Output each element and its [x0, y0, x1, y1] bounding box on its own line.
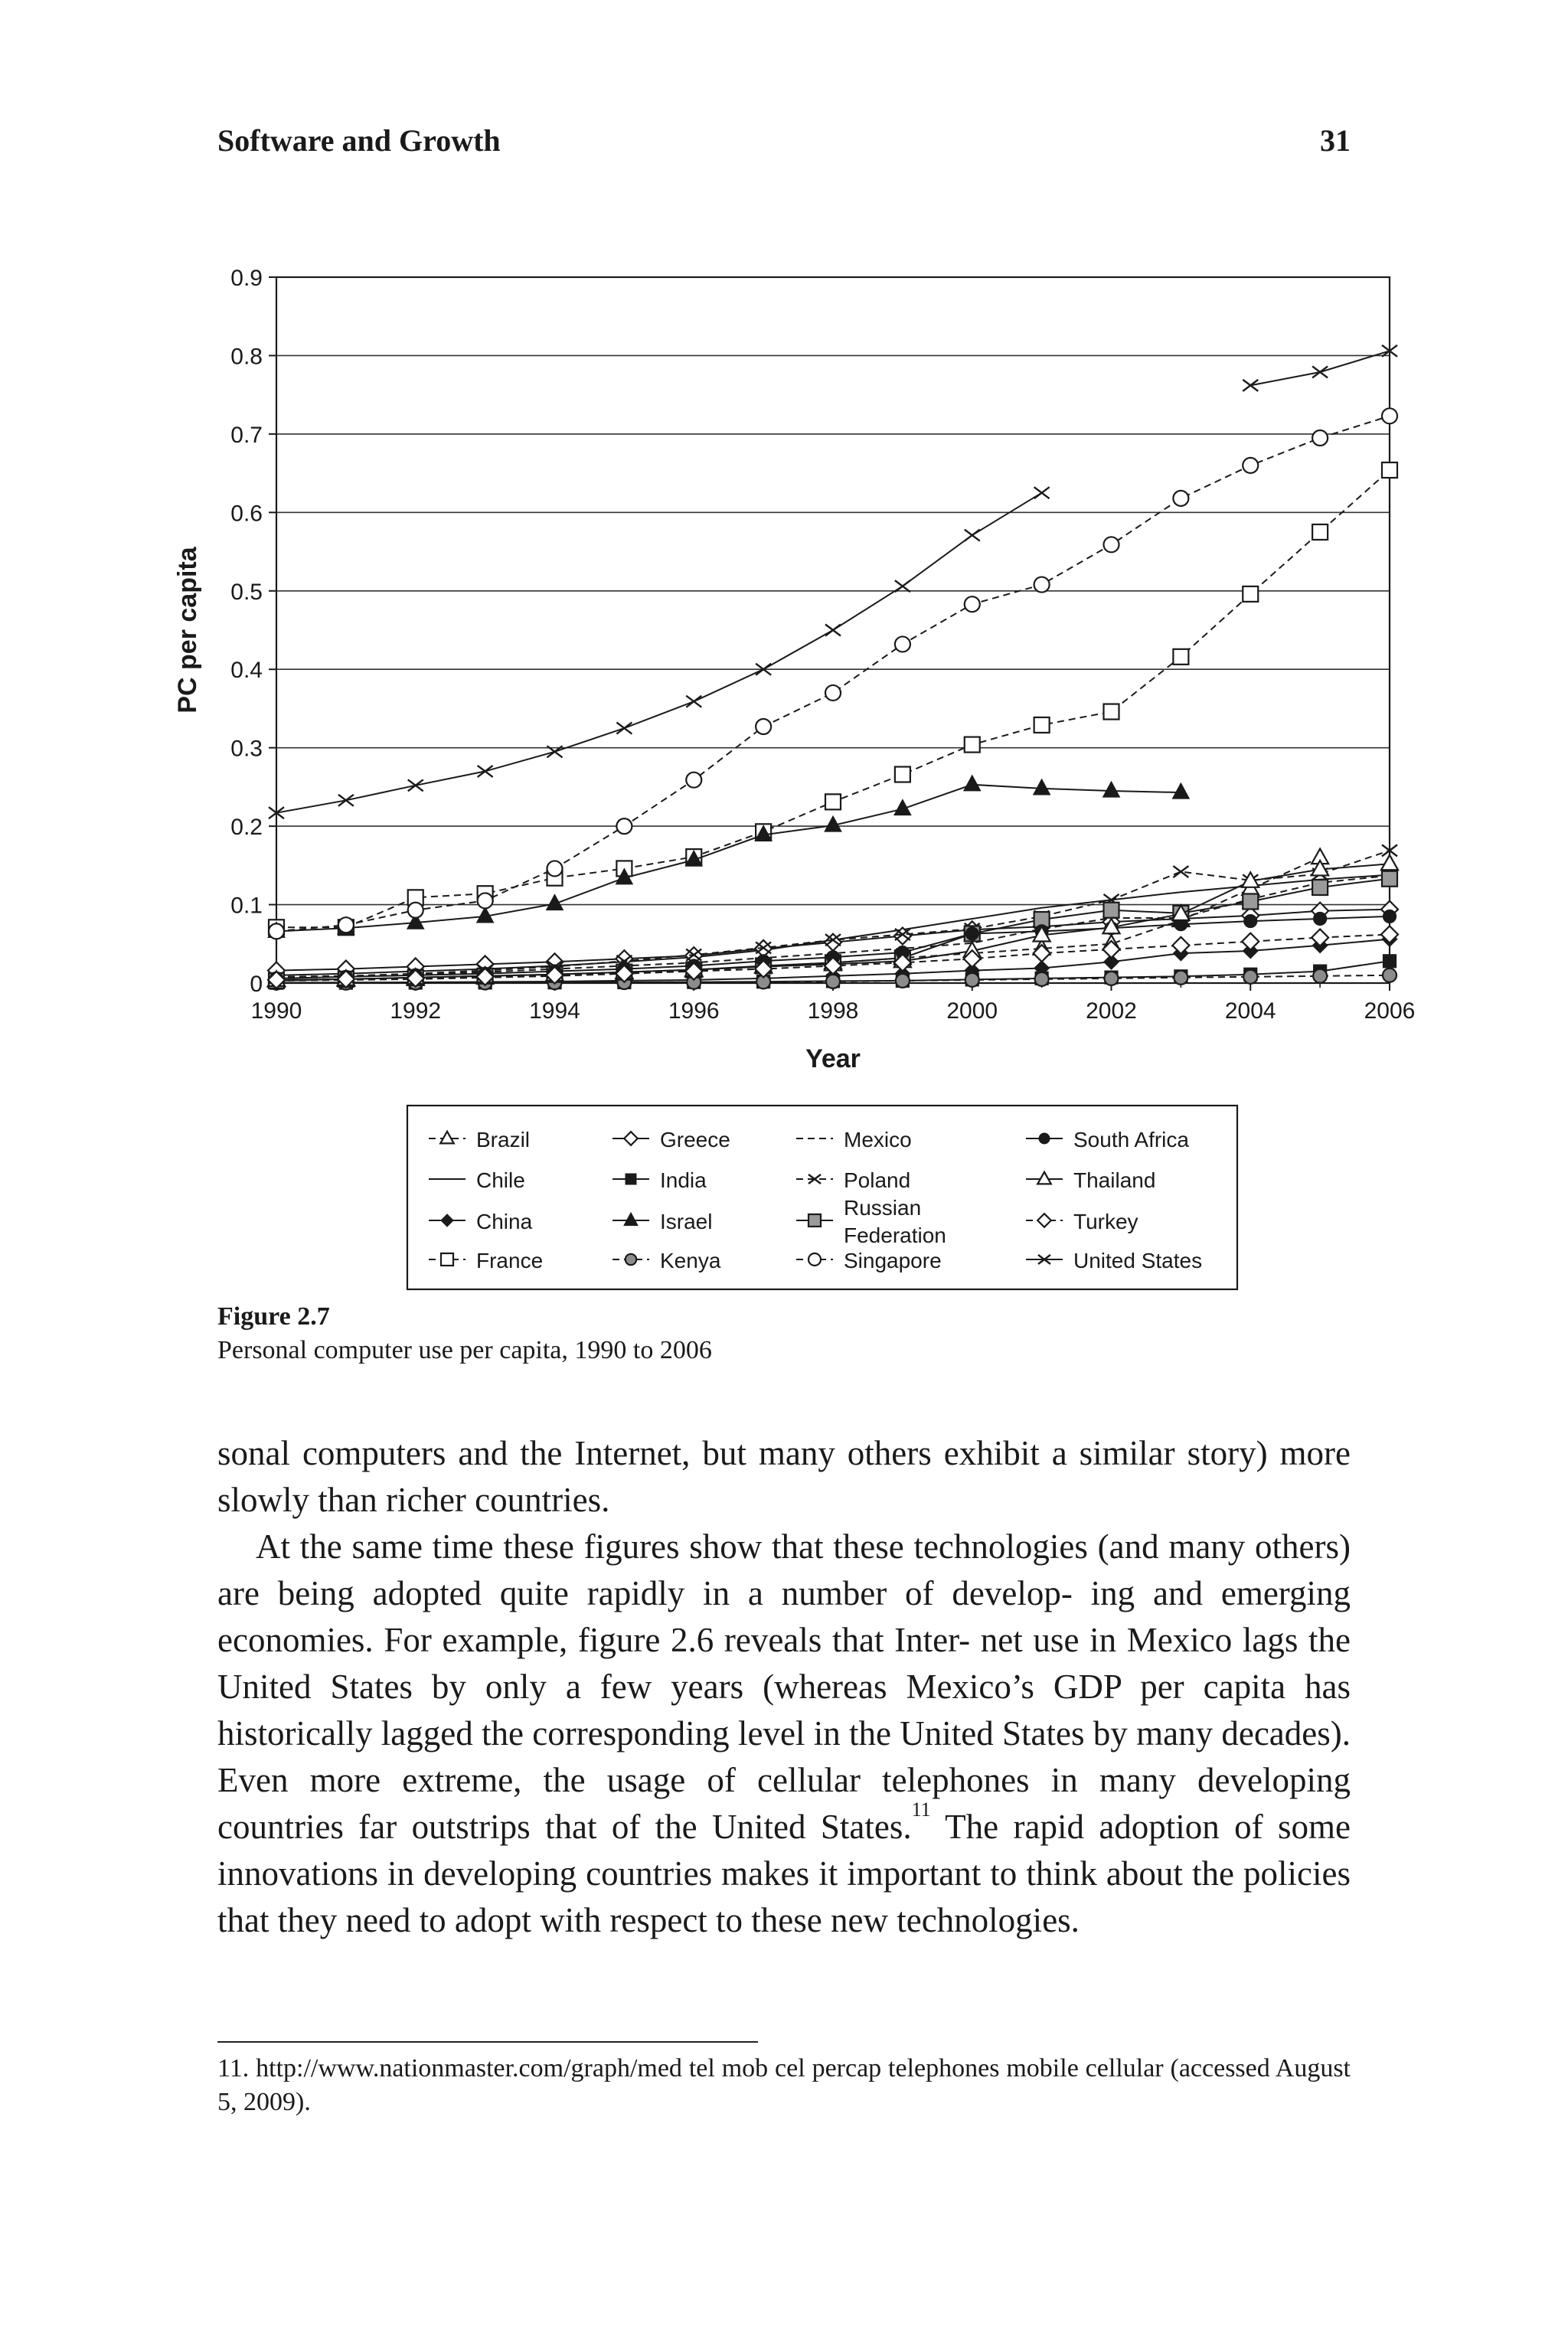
data-point: [896, 974, 910, 988]
data-point: [825, 625, 841, 636]
running-title: Software and Growth: [217, 123, 501, 158]
data-point: [1104, 903, 1119, 918]
footnote-ref[interactable]: 11: [911, 1798, 931, 1821]
data-point: [1312, 524, 1328, 540]
data-point: [1383, 969, 1396, 982]
data-point: [1104, 782, 1119, 797]
data-point: [1243, 380, 1258, 391]
legend-label: China: [476, 1210, 533, 1233]
data-point: [965, 973, 979, 987]
legend-label: India: [660, 1168, 707, 1192]
y-tick-label: 0.4: [230, 658, 263, 684]
data-point: [1105, 972, 1119, 985]
x-tick-label: 1996: [668, 998, 720, 1024]
y-tick-label: 0.7: [230, 422, 263, 448]
data-point: [547, 861, 563, 876]
data-point: [1243, 458, 1258, 473]
legend-label: Greece: [660, 1128, 730, 1152]
data-point: [616, 818, 632, 834]
legend-label: United States: [1073, 1249, 1203, 1272]
x-axis-title: Year: [805, 1044, 861, 1073]
legend-label: Federation: [844, 1223, 946, 1247]
footnote: 11. http://www.nationmaster.com/graph/med tel mob cel percap telephones mobile cellular (accessed August 5, 2009).: [217, 2054, 1351, 2116]
data-point: [1104, 537, 1119, 552]
data-point: [408, 779, 423, 791]
data-point: [1313, 969, 1327, 983]
data-point: [1312, 430, 1328, 446]
data-point: [1034, 717, 1050, 733]
legend-label: France: [476, 1249, 544, 1272]
legend-label: South Africa: [1073, 1128, 1189, 1152]
data-point: [338, 795, 354, 806]
data-point: [965, 737, 980, 753]
legend-marker: [1040, 1134, 1050, 1144]
data-point: [1243, 893, 1258, 909]
data-point: [338, 917, 354, 933]
series-line: [276, 416, 1390, 931]
data-point: [1314, 913, 1326, 925]
figure-caption-text: Personal computer use per capita, 1990 to 2006: [217, 1336, 712, 1364]
legend-label: Russian: [844, 1196, 922, 1220]
y-tick-label: 0.9: [230, 266, 263, 291]
data-point: [1382, 871, 1397, 887]
data-point: [1034, 487, 1050, 498]
figure-caption: [217, 1300, 1351, 1367]
x-tick-label: 2000: [946, 998, 998, 1024]
y-tick-label: 0: [250, 972, 263, 997]
data-point: [1103, 941, 1120, 958]
paragraph-2-part-a: At the same time these figures show that these technologies (and many others) are being adopted quite rapidly in a number of develop- ing and emerging economies. For example, figure 2.6 reveals that Inter- net use in Mexico lags the United States by only a few years (whereas Mexico’s GDP per capita has historically lagged the corresponding level in the United States by many decades). Even more extreme, the usage of cellular telephones in many developing countries far outstrips that of the United States.: [217, 1527, 1351, 1846]
data-point: [1034, 577, 1050, 593]
legend-label: Turkey: [1073, 1210, 1138, 1233]
data-point: [1035, 972, 1049, 986]
data-point: [1034, 780, 1050, 794]
legend-marker: [626, 1174, 636, 1184]
data-point: [826, 975, 840, 988]
legend-marker: [808, 1253, 821, 1266]
data-point: [1174, 971, 1187, 985]
x-tick-label: 1990: [250, 998, 302, 1024]
body-text: [217, 1430, 1351, 1944]
data-point: [1383, 910, 1396, 923]
legend-marker: [441, 1253, 453, 1266]
data-point: [1173, 784, 1188, 799]
footnote-rule: [217, 2041, 758, 2043]
legend-label: Kenya: [660, 1249, 721, 1272]
data-point: [825, 794, 841, 809]
legend-marker: [626, 1254, 636, 1265]
paragraph-2-part-b: The rapid adoption of some innovations in developing countries makes it important to think about the policies that they need to adopt with respect to these new technologies.: [217, 1808, 1351, 1939]
data-point: [1383, 955, 1396, 967]
data-point: [1243, 970, 1257, 984]
data-point: [895, 766, 910, 782]
x-tick-label: 1992: [390, 998, 442, 1024]
x-tick-label: 2002: [1086, 998, 1137, 1024]
data-point: [895, 580, 910, 592]
y-tick-label: 0.3: [230, 736, 263, 762]
data-point: [1243, 586, 1258, 602]
x-tick-label: 2006: [1364, 998, 1416, 1024]
data-point: [478, 766, 493, 777]
x-tick-label: 1994: [529, 998, 580, 1024]
data-point: [895, 636, 910, 652]
data-point: [1381, 855, 1398, 871]
data-point: [1104, 704, 1119, 720]
paragraph-2: [217, 1524, 1351, 1944]
paragraph-1: sonal computers and the Internet, but many others exhibit a similar story) more slowly than richer countries.: [217, 1434, 1351, 1519]
legend-label: Mexico: [844, 1128, 912, 1152]
data-point: [686, 773, 701, 788]
legend-label: Chile: [476, 1168, 525, 1192]
data-point: [965, 596, 980, 612]
data-point: [1173, 649, 1188, 665]
data-point: [1244, 915, 1256, 927]
series-line: [276, 493, 1042, 813]
data-point: [1312, 366, 1328, 377]
legend-marker: [808, 1214, 821, 1227]
legend-label: Brazil: [476, 1128, 531, 1152]
figure-label: Figure 2.7: [217, 1302, 330, 1331]
data-point: [1173, 491, 1188, 506]
data-point: [825, 685, 841, 701]
y-tick-label: 0.2: [230, 815, 263, 841]
data-point: [965, 776, 980, 791]
legend-label: Singapore: [844, 1249, 942, 1272]
data-point: [616, 723, 632, 734]
data-point: [1242, 933, 1259, 950]
legend-label: Thailand: [1073, 1168, 1156, 1192]
data-point: [756, 719, 771, 734]
data-point: [408, 903, 423, 918]
data-point: [965, 530, 980, 541]
legend-label: Poland: [844, 1168, 911, 1192]
y-tick-label: 0.6: [230, 501, 263, 527]
y-axis-title: PC per capita: [173, 547, 202, 714]
data-point: [1312, 880, 1328, 895]
series-israel: [269, 776, 1188, 937]
data-point: [269, 923, 284, 939]
data-point: [1382, 408, 1397, 423]
data-point: [478, 893, 493, 908]
data-point: [1034, 945, 1050, 962]
y-tick-label: 0.8: [230, 344, 263, 370]
legend-label: Israel: [660, 1210, 713, 1233]
x-tick-label: 2004: [1224, 998, 1276, 1024]
y-tick-label: 0.5: [230, 579, 263, 605]
x-tick-label: 1998: [807, 998, 859, 1024]
data-point: [1382, 462, 1397, 478]
data-point: [686, 696, 701, 707]
page-number: 31: [1320, 123, 1351, 158]
series-singapore: [269, 408, 1397, 939]
y-tick-label: 0.1: [230, 893, 263, 919]
data-point: [966, 927, 978, 939]
